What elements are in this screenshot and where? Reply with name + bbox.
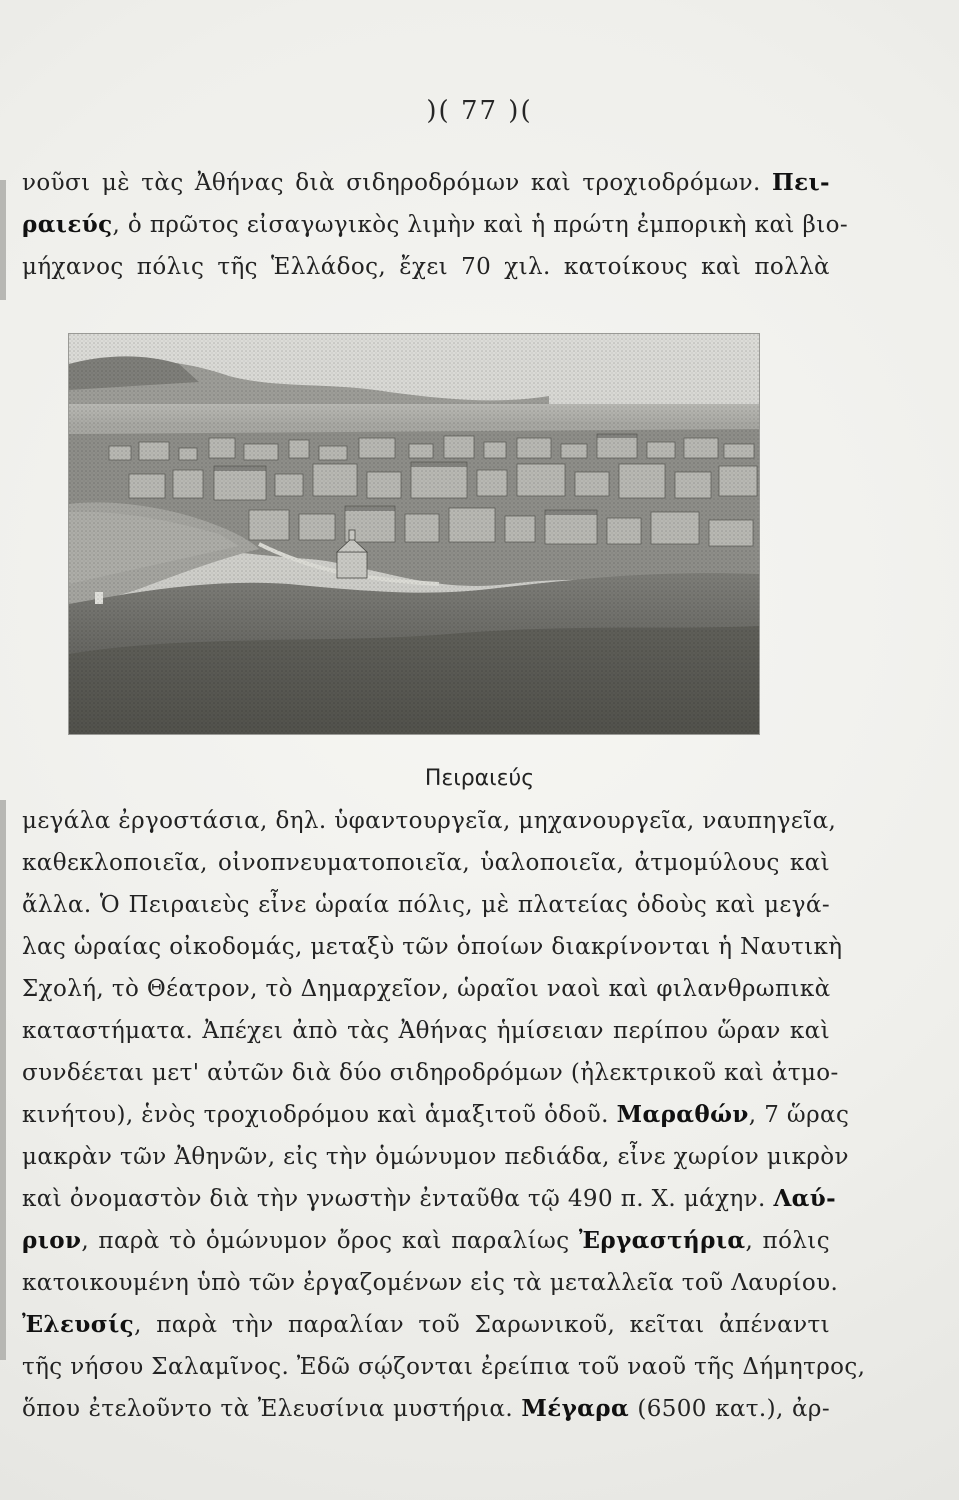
text-line: λας ὡραίας οἰκοδομάς, μεταξὺ τῶν ὁποίων διακρίνονται ἡ Ναυτικὴ	[22, 934, 843, 960]
text-line: μεγάλα ἐργοστάσια, δηλ. ὑφαντουργεῖα, μηχανουργεῖα, ναυπηγεῖα,	[22, 808, 837, 834]
text-line: τῆς νήσου Σαλαμῖνος. Ἐδῶ σῴζονται ἐρείπια τοῦ ναοῦ τῆς Δήμητρος,	[22, 1354, 866, 1380]
text-line: καταστήματα. Ἀπέχει ἀπὸ τὰς Ἀθήνας ἡμίσειαν περίπου ὥραν καὶ	[22, 1018, 830, 1044]
text-line: ἄλλα. Ὁ Πειραιεὺς εἶνε ὡραία πόλις, μὲ πλατείας ὁδοὺς καὶ μεγά-	[22, 892, 830, 918]
text-line: κινήτου), ἑνὸς τροχιοδρόμου καὶ ἁμαξιτοῦ ὁδοῦ. Μαραθών, 7 ὥρας	[22, 1101, 850, 1128]
text-line: ὅπου ἐτελοῦντο τὰ Ἐλευσίνια μυστήρια. Μέγαρα (6500 κατ.), ἀρ-	[22, 1395, 831, 1422]
page-edge-shadow	[0, 800, 6, 1360]
text-line: μακρὰν τῶν Ἀθηνῶν, εἰς τὴν ὁμώνυμον πεδιάδα, εἶνε χωρίον μικρὸν	[22, 1144, 849, 1170]
text-line: κατοικουμένη ὑπὸ τῶν ἐργαζομένων εἰς τὰ μεταλλεῖα τοῦ Λαυρίου.	[22, 1270, 839, 1296]
text-line: Σχολή, τὸ Θέατρον, τὸ Δημαρχεῖον, ὡραῖοι ναοὶ καὶ φιλανθρωπικὰ	[22, 976, 831, 1002]
piraeus-photograph	[68, 333, 760, 735]
text-line: Ἐλευσίς, παρὰ τὴν παραλίαν τοῦ Σαρωνικοῦ, κεῖται ἀπέναντι	[22, 1311, 830, 1338]
text-line: ριον, παρὰ τὸ ὁμώνυμον ὄρος καὶ παραλίως Ἐργαστήρια, πόλις	[22, 1227, 830, 1254]
page-edge-shadow	[0, 180, 6, 300]
text-line: καθεκλοποιεῖα, οἰνοπνευματοποιεῖα, ὑαλοποιεῖα, ἀτμομύλους καὶ	[22, 850, 830, 876]
figure-caption: Πειραιεύς	[424, 766, 535, 791]
text-line: μήχανος πόλις τῆς Ἑλλάδος, ἔχει 70 χιλ. κατοίκους καὶ πολλὰ	[22, 254, 830, 280]
piraeus-photo-image	[69, 334, 759, 734]
text-line: ραιεύς, ὁ πρῶτος εἰσαγωγικὸς λιμὴν καὶ ἡ πρώτη ἐμπορικὴ καὶ βιο-	[22, 211, 849, 238]
text-line: συνδέεται μετ' αὐτῶν διὰ δύο σιδηροδρόμων (ἠλεκτρικοῦ καὶ ἀτμο-	[22, 1060, 839, 1086]
page-number: )( 77 )(	[426, 96, 533, 126]
text-line: καὶ ὀνομαστὸν διὰ τὴν γνωστὴν ἐνταῦθα τῷ 490 π. Χ. μάχην. Λαύ-	[22, 1185, 837, 1212]
text-line: νοῦσι μὲ τὰς Ἀθήνας διὰ σιδηροδρόμων καὶ τροχιοδρόμων. Πει-	[22, 169, 830, 196]
